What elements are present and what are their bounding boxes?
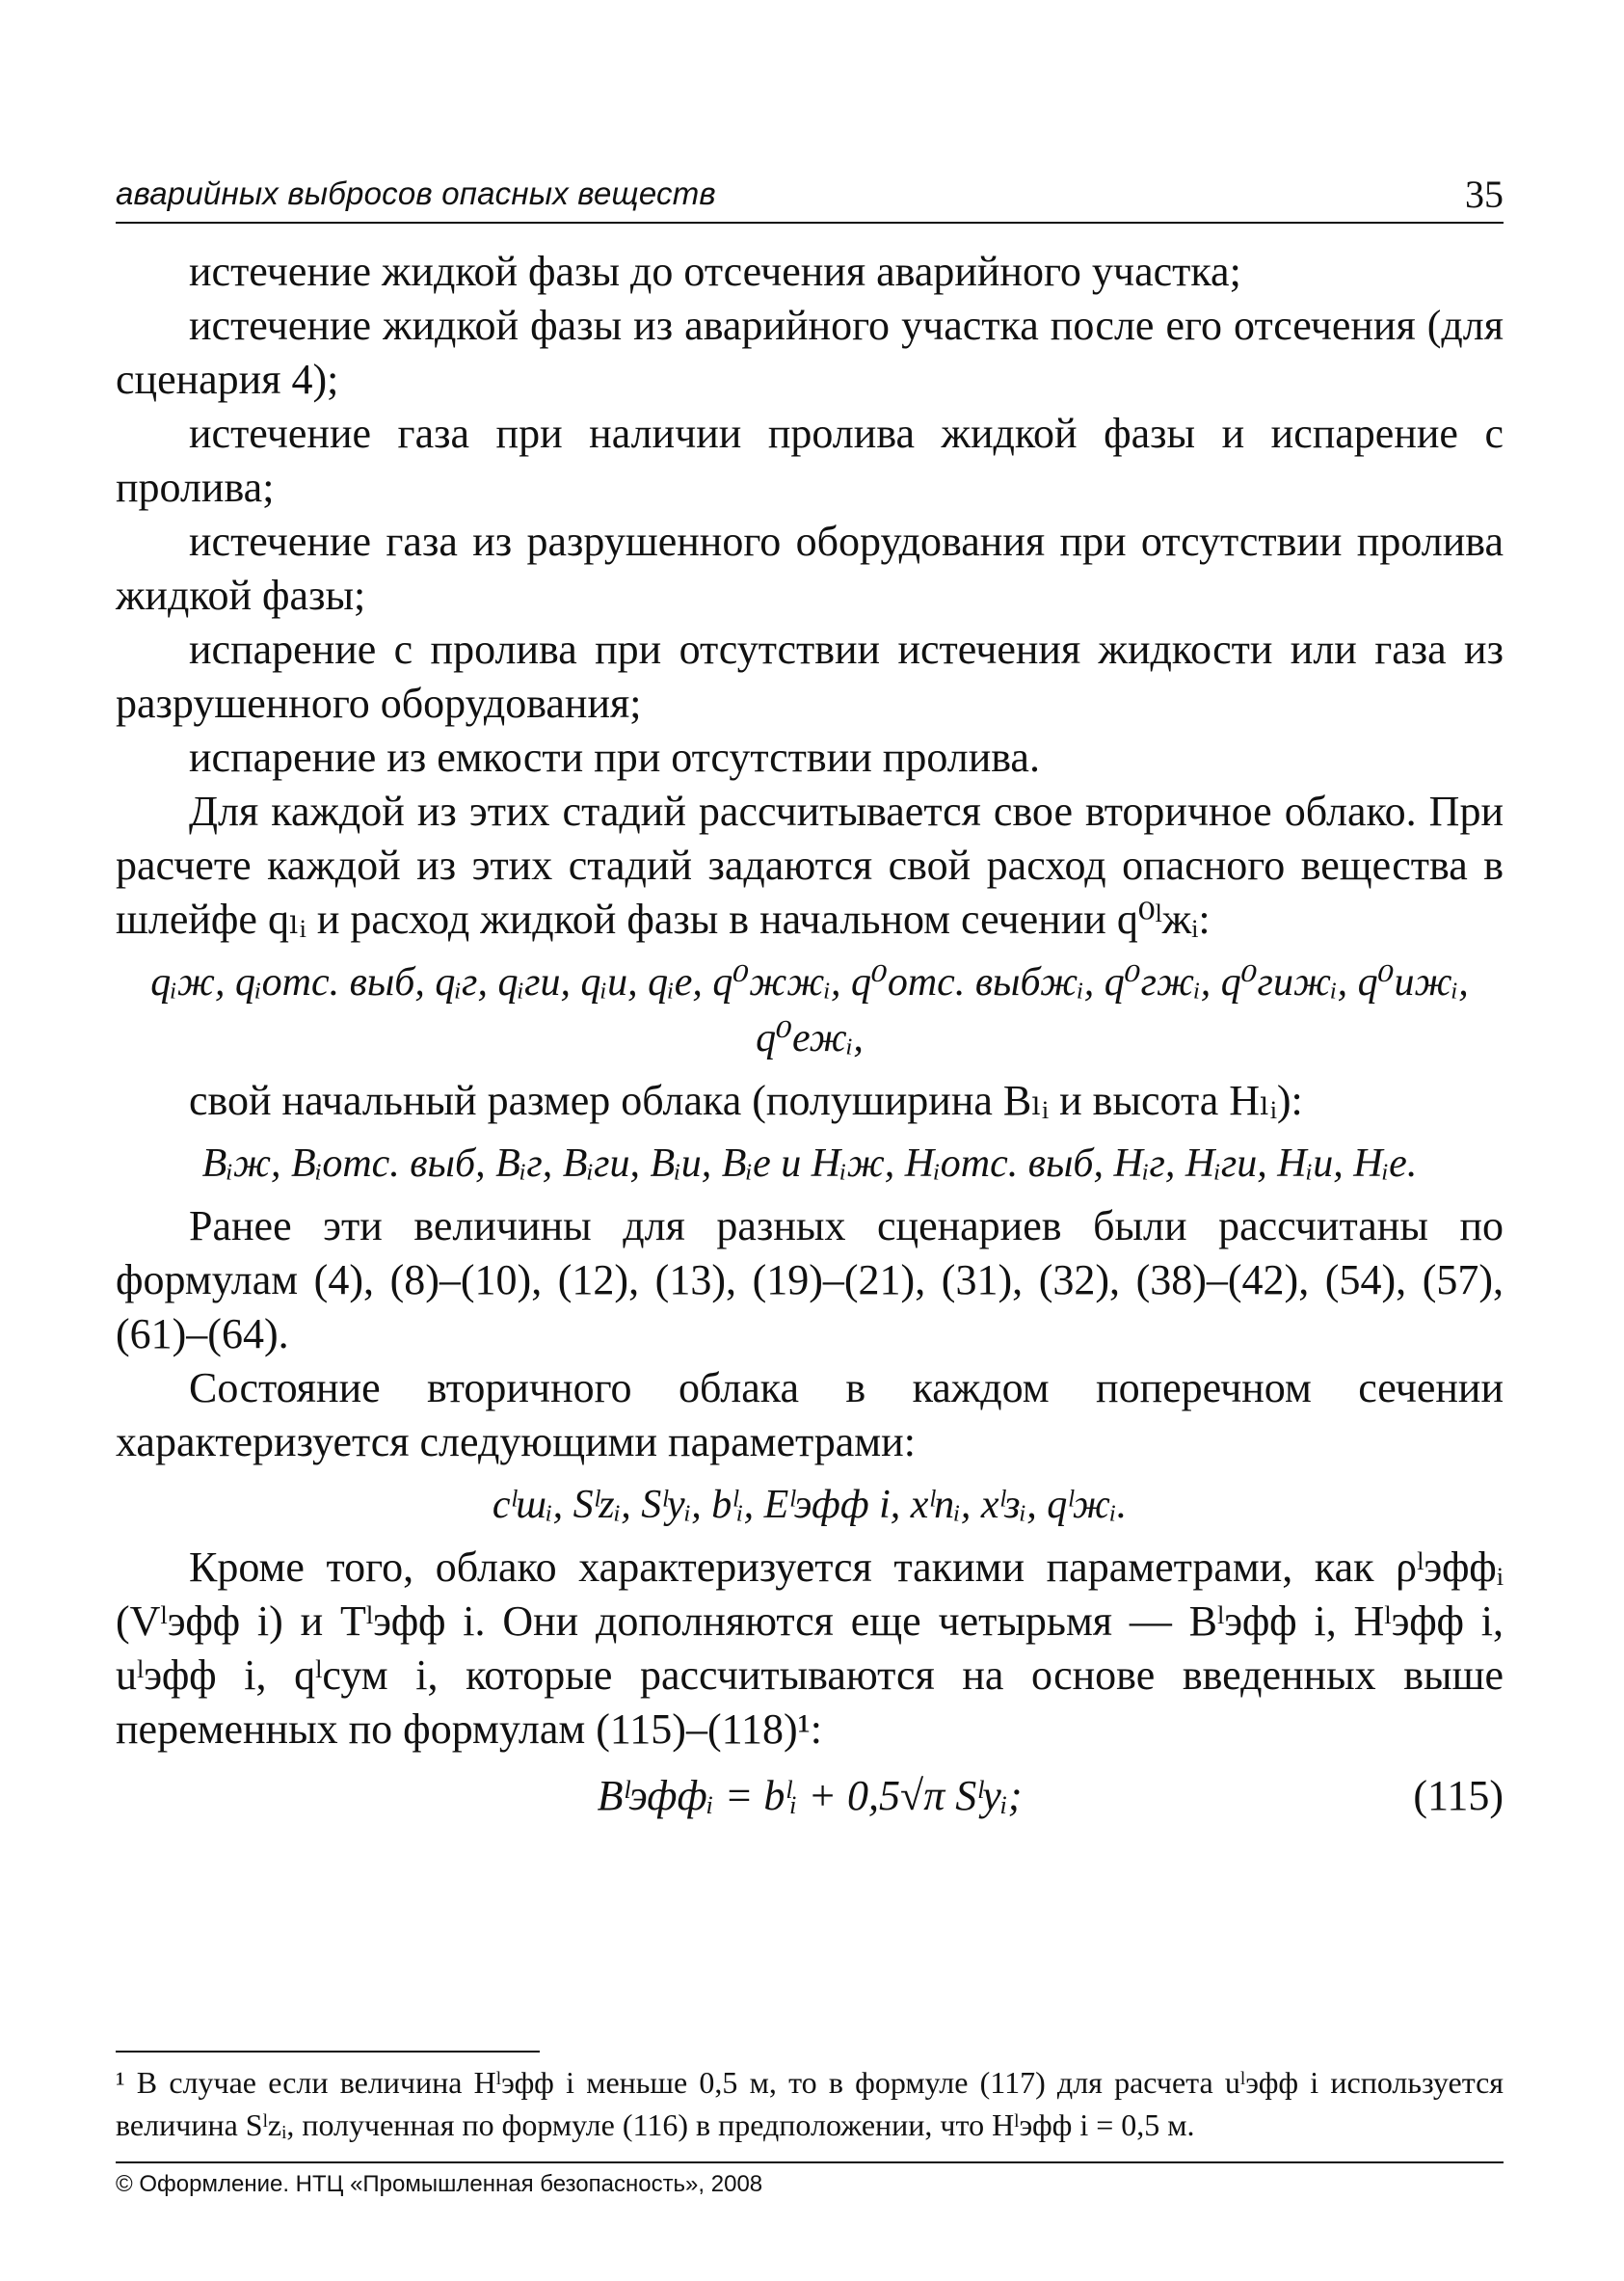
page-number: 35 xyxy=(1465,173,1504,216)
paragraph: Для каждой из этих стадий рассчитывается свое вторичное облако. При расчете каждой из этих стадий задаются свой расход опасного вещества в шлейфе qₗᵢ и расход жидкой фазы в начальном сечении q⁰ˡжᵢ: xyxy=(116,788,1504,943)
copyright-notice: © Оформление. НТЦ «Промышленная безопасность», 2008 xyxy=(116,2171,763,2197)
formula-flows: qᵢж, qᵢотс. выб, qᵢг, qᵢги, qᵢи, qᵢе, q⁰жжᵢ, q⁰отс. выбжᵢ, q⁰гжᵢ, q⁰гижᵢ, q⁰ижᵢ, q⁰ежᵢ, xyxy=(150,960,1469,1060)
paragraph: Ранее эти величины для разных сценариев были рассчитаны по формулам (4), (8)–(10), (12), (13), (19)–(21), (31), (32), (38)–(42), (54), (57), (61)–(64). xyxy=(116,1202,1504,1357)
running-title: аварийных выбросов опасных веществ xyxy=(116,175,716,211)
formula-state-params: cˡшᵢ, Sˡzᵢ, Sˡyᵢ, bˡᵢ, Eˡэфф i, xˡпᵢ, xˡзᵢ, qˡжᵢ. xyxy=(492,1483,1128,1527)
paragraph: истечение жидкой фазы из аварийного участка после его отсечения (для сценария 4); xyxy=(116,302,1504,403)
footnote: ¹ В случае если величина Hˡэфф i меньше 0,5 м, то в формуле (117) для расчета uˡэфф i используется величина Sˡzᵢ, полученная по формуле (116) в предположении, что Hˡэфф i = 0,5 м. xyxy=(116,2065,1504,2142)
paragraph: истечение газа при наличии пролива жидкой фазы и испарение с пролива; xyxy=(116,410,1504,511)
paragraph: Кроме того, облако характеризуется такими параметрами, как ρˡэффᵢ (Vˡэфф i) и Tˡэфф i. Они дополняются еще четырьмя — Bˡэфф i, Hˡэфф i, uˡэфф i, qˡсум i, которые рассчитываются на основе введенных выше переменных по формулам (115)–(118)¹: xyxy=(116,1543,1504,1753)
equation-115 xyxy=(116,1762,1504,1830)
paragraph: истечение газа из разрушенного оборудования при отсутствии пролива жидкой фазы; xyxy=(116,518,1504,619)
copyright-divider xyxy=(116,2161,1504,2163)
equation-number: (115) xyxy=(1413,1772,1504,1819)
paragraph: испарение из емкости при отсутствии пролива. xyxy=(189,734,1040,781)
paragraph: истечение жидкой фазы до отсечения аварийного участка; xyxy=(189,248,1241,295)
paragraph: свой начальный размер облака (полуширина Bₗᵢ и высота Hₗᵢ): xyxy=(189,1077,1303,1124)
paragraph: испарение с пролива при отсутствии истечения жидкости или газа из разрушенного оборудования; xyxy=(116,626,1504,727)
equation-expression: Bˡэффᵢ = bˡᵢ + 0,5√π Sˡyᵢ; xyxy=(597,1772,1023,1819)
formula-sizes: Bᵢж, Bᵢотс. выб, Bᵢг, Bᵢги, Bᵢи, Bᵢе и Hᵢж, Hᵢотс. выб, Hᵢг, Hᵢги, Hᵢи, Hᵢе. xyxy=(201,1141,1418,1186)
footnote-divider xyxy=(116,2051,540,2053)
paragraph: Состояние вторичного облака в каждом поперечном сечении характеризуется следующими параметрами: xyxy=(116,1364,1504,1465)
running-header xyxy=(116,172,1504,224)
page-body xyxy=(116,245,1504,1830)
